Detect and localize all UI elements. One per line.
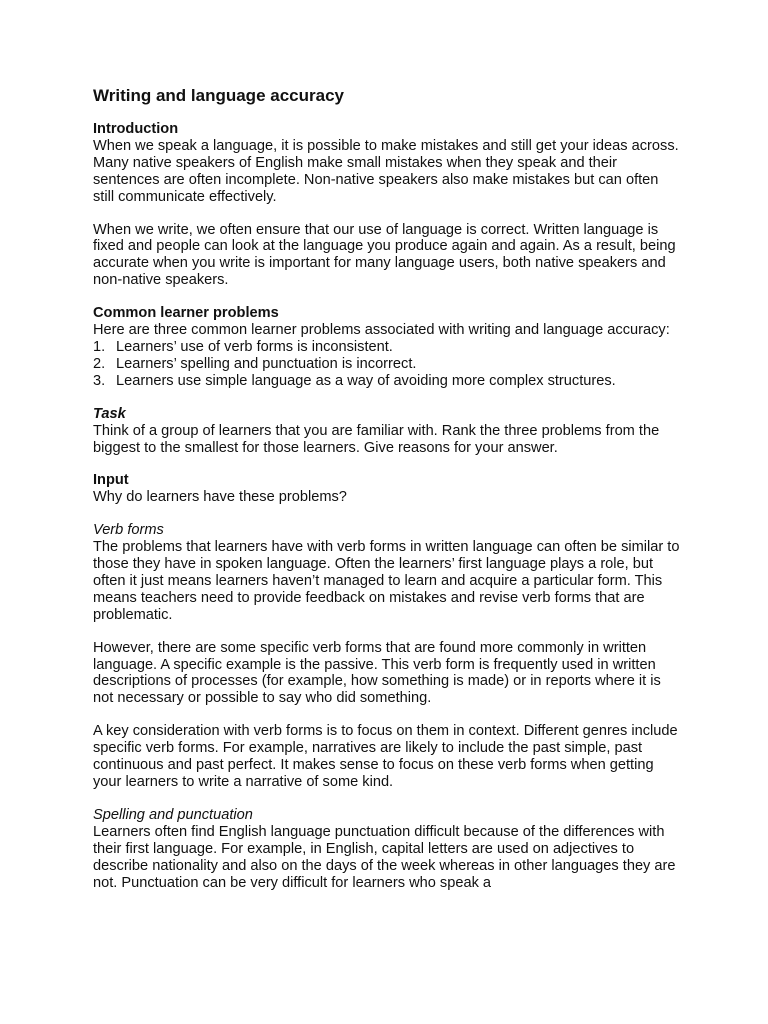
- list-item-number: 2.: [93, 355, 106, 372]
- verb-forms-heading: Verb forms: [93, 522, 164, 539]
- common-problems-heading: Common learner problems: [93, 305, 279, 322]
- verb-forms-paragraph-1: The problems that learners have with verb forms in written language can often be similar to those they have in spoken language. Often the learners’ first language plays a role, but often it just means learners haven’t managed to learn and acquire a particular form. This means teachers need to provide feedback on mistakes and revise verb forms that are problematic.: [93, 539, 680, 623]
- list-item: [93, 356, 683, 373]
- spelling-paragraph-1: Learners often find English language punctuation difficult because of the differences with their first language. For example, in English, capital letters are used on adjectives to describe nationality and also on the days of the week whereas in other languages they are not. Punctuation can be very difficult for learners who speak a: [93, 823, 676, 891]
- common-problems-section: [93, 305, 683, 390]
- problems-list: [93, 339, 683, 390]
- document-title: Writing and language accuracy: [93, 86, 344, 105]
- introduction-heading: Introduction: [93, 121, 179, 137]
- introduction-paragraph-1: When we speak a language, it is possible to make mistakes and still get your ideas across. Many native speakers of English make small mistakes when they speak and their sentences are often incomplete. Non-native speakers also make mistakes but can often still communicate effectively.: [93, 137, 679, 205]
- task-heading: Task: [93, 405, 126, 422]
- task-section: [93, 406, 683, 457]
- spelling-section: [93, 807, 683, 892]
- common-problems-intro: Here are three common learner problems associated with writing and language accuracy:: [93, 322, 670, 339]
- verb-forms-section: [93, 522, 683, 791]
- input-heading: Input: [93, 472, 129, 489]
- introduction-section: [93, 121, 683, 289]
- document-page: [93, 86, 683, 907]
- list-item: [93, 373, 683, 390]
- verb-forms-paragraph-3: A key consideration with verb forms is to focus on them in context. Different genres include specific verb forms. For example, narratives are likely to include the past simple, past continuous and past perfect. It makes sense to focus on these verb forms when getting your learners to write a narrative of some kind.: [93, 723, 678, 790]
- list-item-text: Learners’ spelling and punctuation is incorrect.: [116, 355, 417, 372]
- list-item-number: 1.: [93, 338, 106, 355]
- spelling-heading: Spelling and punctuation: [93, 806, 253, 823]
- list-item: [93, 339, 683, 356]
- list-item-text: Learners use simple language as a way of avoiding more complex structures.: [116, 372, 616, 389]
- input-text: Why do learners have these problems?: [93, 489, 347, 506]
- verb-forms-paragraph-2: However, there are some specific verb forms that are found more commonly in written language. A specific example is the passive. This verb form is frequently used in written descriptions of processes (for example, how something is made) or in reports where it is not necessary or possible to say who did something.: [93, 639, 661, 707]
- list-item-number: 3.: [93, 372, 106, 389]
- input-section: [93, 472, 683, 506]
- list-item-text: Learners’ use of verb forms is inconsistent.: [116, 338, 393, 355]
- introduction-paragraph-2: When we write, we often ensure that our use of language is correct. Written language is fixed and people can look at the language you produce again and again. As a result, being accurate when you write is important for many language users, both native speakers and non-native speakers.: [93, 221, 676, 289]
- task-text: Think of a group of learners that you are familiar with. Rank the three problems from the biggest to the smallest for those learners. Give reasons for your answer.: [93, 422, 660, 456]
